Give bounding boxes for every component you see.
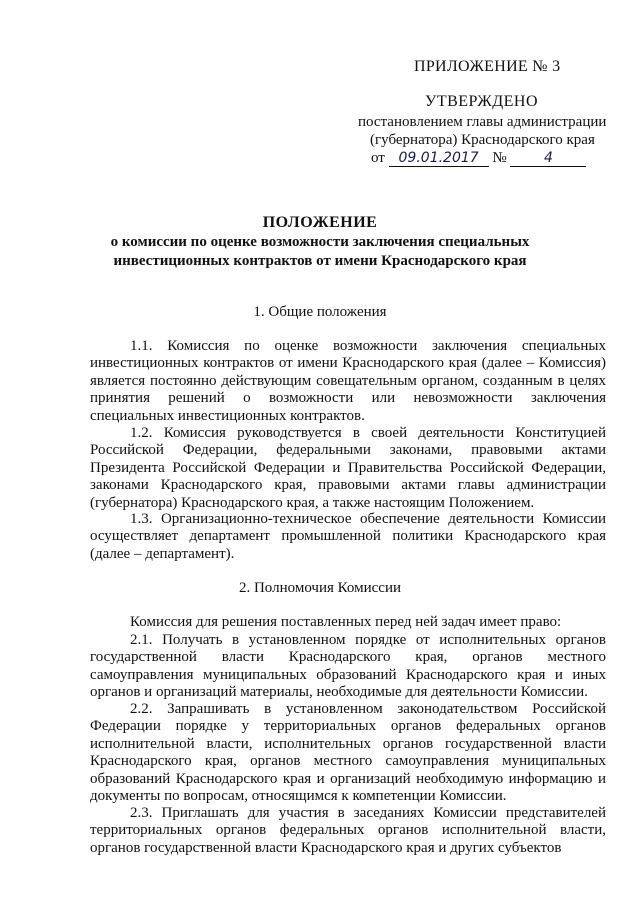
section-heading-general: 1. Общие положения — [253, 304, 387, 320]
paragraph-2-intro: Комиссия для решения поставленных перед ней задач имеет право: — [130, 614, 562, 630]
paragraph-1-3: 1.3. Организационно-техническое обеспечение деятельности Комиссии осуществляет департамент промышленной политики Краснодарского края (далее – департамент). — [90, 511, 606, 562]
paragraph-1-1: 1.1. Комиссия по оценке возможности заключения специальных инвестиционных контрактов от имени Краснодарского края (далее – Комиссия) является постоянно действующим совещательным органом, созданным в целях принятия решений о возможности или невозможности заключения специальных инвестиционных контрактов. — [90, 338, 606, 424]
section-heading-powers: 2. Полномочия Комиссии — [238, 580, 402, 596]
paragraph-1-2: 1.2. Комиссия руководствуется в своей деятельности Конституцией Российской Федерации, федеральными законами, правовыми актами Президента Российской Федерации и Правительства Российской Федерации, законами Краснодарского края, правовыми актами главы администрации (губернатора) Краснодарского края, а также настоящим Положением. — [90, 425, 606, 511]
approved-by-line-2: (губернатора) Краснодарского края — [370, 132, 595, 148]
title-line-2: инвестиционных контрактов от имени Краснодарского края — [113, 253, 527, 269]
appendix-label: ПРИЛОЖЕНИЕ № 3 — [414, 58, 561, 75]
approved-label: УТВЕРЖДЕНО — [425, 93, 539, 110]
approval-date-line — [371, 150, 586, 167]
approved-by-line-1: постановлением главы администрации — [358, 114, 607, 130]
title-main: ПОЛОЖЕНИЕ — [262, 214, 378, 231]
handwritten-number: 4 — [510, 150, 586, 167]
paragraph-2-1: 2.1. Получать в установленном порядке от исполнительных органов государственной власти Краснодарского края, органов местного самоуправления муниципальных образований Краснодарского края и иных органов и организаций материалы, необходимые для деятельности Комиссии. — [90, 632, 606, 701]
number-prefix: № — [492, 150, 507, 166]
date-prefix: от — [371, 150, 385, 166]
handwritten-date: 09.01.2017 — [389, 150, 489, 167]
title-line-1: о комиссии по оценке возможности заключения специальных — [110, 234, 530, 250]
document-title — [0, 213, 640, 271]
paragraph-2-3: 2.3. Приглашать для участия в заседаниях Комиссии представителей территориальных органов федеральных органов исполнительной власти, органов государственной власти Краснодарского края и других субъектов — [90, 805, 606, 856]
paragraph-2-2: 2.2. Запрашивать в установленном законодательством Российской Федерации порядке у территориальных органов федеральных органов исполнительной власти, исполнительных органов государственной власти Краснодарского края, органов местного самоуправления муниципальных образований Краснодарского края и организаций необходимую информацию и документы по вопросам, относящимся к компетенции Комиссии. — [90, 701, 606, 805]
